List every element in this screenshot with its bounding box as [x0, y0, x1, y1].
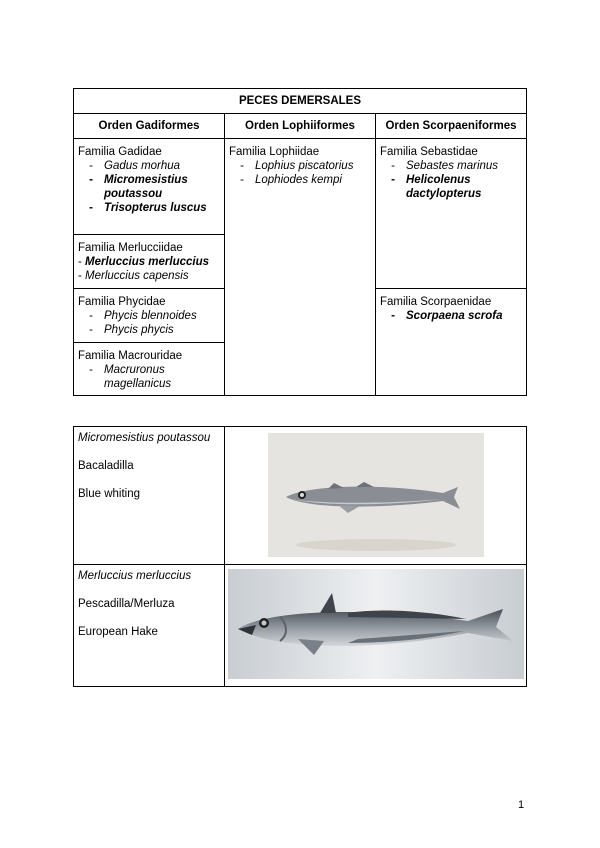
species-name: Merluccius merluccius [85, 256, 210, 268]
species-name: Lophiodes kempi [255, 174, 342, 186]
fish-photo-cell [225, 427, 527, 565]
family-scorpaenidae-cell: Familia Scorpaenidae - Scorpaena scrofa [376, 289, 527, 396]
species-name: Macruronus magellanicus [104, 364, 172, 390]
family-label: Familia Sebastidae [380, 146, 478, 158]
european-hake-photo [228, 569, 524, 679]
species-name: Phycis blennoides [104, 310, 197, 322]
family-sebastidae-cell: Familia Sebastidae - Sebastes marinus - Helicolenus dactylopterus [376, 139, 527, 289]
spanish-name: Pescadilla/Merluza [78, 598, 175, 610]
species-name: Trisopterus luscus [104, 202, 207, 214]
family-merlucciidae-cell: Familia Merlucciidae - Merluccius merluccius - Merluccius capensis [74, 235, 225, 289]
species-name: Micromesistius poutassou [104, 174, 188, 200]
fish-names-cell [74, 565, 225, 687]
species-name: Helicolenus dactylopterus [406, 174, 482, 200]
order-lophiiformes-header: Orden Lophiiformes [225, 114, 376, 139]
species-name: Merluccius capensis [85, 270, 189, 282]
demersal-fish-table [73, 88, 527, 396]
table-title: PECES DEMERSALES [74, 89, 527, 114]
family-label: Familia Phycidae [78, 296, 166, 308]
family-label: Familia Macrouridae [78, 350, 183, 362]
species-name: Gadus morhua [104, 160, 181, 172]
family-macrouridae-cell: Familia Macrouridae - Macruronus magellanicus [74, 343, 225, 396]
blue-whiting-photo [268, 433, 484, 557]
family-label: Familia Gadidae [78, 146, 162, 158]
latin-name: Micromesistius poutassou [78, 432, 211, 444]
species-name: Scorpaena scrofa [406, 310, 503, 322]
order-scorpaeniformes-header: Orden Scorpaeniformes [376, 114, 527, 139]
family-label: Familia Lophiidae [229, 146, 320, 158]
page-number: 1 [518, 799, 525, 811]
latin-name: Merluccius merluccius [78, 570, 192, 582]
fish-photo-table [73, 426, 527, 687]
family-lophiidae-cell: Familia Lophiidae - Lophius piscatorius - Lophiodes kempi [225, 139, 376, 396]
species-name: Lophius piscatorius [255, 160, 354, 172]
english-name: European Hake [78, 626, 158, 638]
fish-photo-cell [225, 565, 527, 687]
fish-names-cell [74, 427, 225, 565]
order-gadiformes-header: Orden Gadiformes [74, 114, 225, 139]
spanish-name: Bacaladilla [78, 460, 134, 472]
english-name: Blue whiting [78, 488, 141, 500]
family-gadidae-cell: Familia Gadidae - Gadus morhua - Micromesistius poutassou - Trisopterus luscus [74, 139, 225, 235]
species-name: Phycis phycis [104, 324, 174, 336]
family-phycidae-cell: Familia Phycidae - Phycis blennoides - Phycis phycis [74, 289, 225, 343]
family-label: Familia Scorpaenidae [380, 296, 492, 308]
species-name: Sebastes marinus [406, 160, 499, 172]
family-label: Familia Merlucciidae [78, 242, 183, 254]
